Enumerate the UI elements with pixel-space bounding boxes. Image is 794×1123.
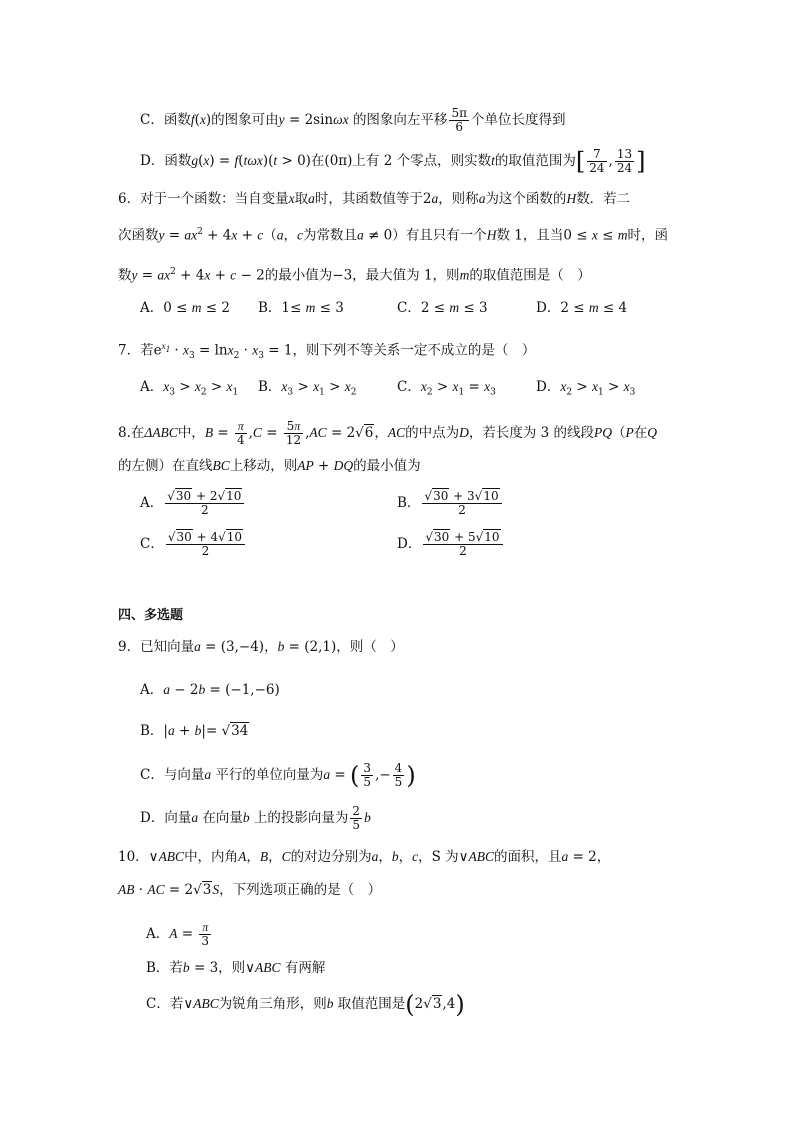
q8-option-a: A． $\frac{√30 + 2√10}{2}$ bbox=[140, 490, 246, 517]
q10-option-a: A．A = $\frac{\pi}{3}$ bbox=[146, 920, 210, 948]
q9-option-b: B．|a + b|= √34 bbox=[140, 723, 249, 739]
q5-option-d: D．函数g(x) = f(tωx)(t > 0)在(0π)上有 2 个零点，则实数t的取值范围为[ $\frac{7}{24}$ , $\frac{13}{24}$ ] bbox=[140, 147, 646, 176]
q6-option-c: C．2 ≤ m ≤ 3 bbox=[397, 300, 488, 316]
q7-option-c: C．$x_2 > x_1 = x_3$ bbox=[397, 379, 496, 398]
q10-option-b: B．若b = 3，则∨ABC 有两解 bbox=[146, 960, 326, 976]
q10-stem-line1: 10．∨ABC中，内角A，B，C的对边分别为a，b，c，S 为∨ABC的面积，且a = 2， bbox=[118, 849, 611, 865]
q9-option-c: C．与向量a 平行的单位向量为a = ( $\frac{3}{5}$ ,− $\frac{4}{5}$ ) bbox=[140, 761, 416, 790]
q9-stem: 9．已知向量a = (3,−4)，b = (2,1)，则（ ） bbox=[118, 639, 404, 655]
q9-option-d: D．向量a 在向量b 上的投影向量为 $\frac{2}{5}$ b bbox=[140, 804, 371, 832]
q6-option-a: A．0 ≤ m ≤ 2 bbox=[140, 300, 230, 316]
q7-option-b: B．$x_3 > x_1 > x_2$ bbox=[258, 379, 357, 398]
q8-stem-line1: 8.在ΔABC中，B = $\frac{\pi}{4}$ ,C = $\frac{5\pi}{12}$ ,AC = 2√6，AC的中点为D，若长度为 3 的线段PQ（P在Q bbox=[118, 419, 658, 447]
q10-stem-line2: AB · AC = 2√3S，下列选项正确的是（ ） bbox=[118, 882, 382, 898]
q7-stem: 7．若$e^{x_1} \cdot x_3 = \ln x_2 \cdot x_3 = 1$，则下列不等关系一定不成立的是（ ） bbox=[118, 341, 536, 362]
q8-option-c: C． $\frac{√30 + 4√10}{2}$ bbox=[140, 531, 247, 558]
section-heading-multiple-choice: 四、多选题 bbox=[118, 608, 184, 623]
q9-option-a: A．a − 2b = (−1,−6) bbox=[140, 682, 280, 698]
q8-option-d: D． $\frac{√30 + 5√10}{2}$ bbox=[397, 531, 505, 558]
q6-stem-line1: 6．对于一个函数：当自变量x取a时，其函数值等于2a，则称a为这个函数的H数．若二 bbox=[118, 191, 631, 207]
q7-option-d: D．$x_2 > x_1 > x_3$ bbox=[536, 379, 636, 398]
q7-option-a: A．$x_3 > x_2 > x_1$ bbox=[140, 379, 239, 398]
q6-option-d: D．2 ≤ m ≤ 4 bbox=[536, 300, 628, 316]
q10-option-c: C．若∨ABC为锐角三角形，则b 取值范围是(2√3,4) bbox=[146, 990, 465, 1019]
q6-stem-line3: 数$y = ax^2 + 4x + c - 2$的最小值为−3，最大值为 1，则m的取值范围是（ ） bbox=[118, 267, 591, 284]
q8-stem-line2: 的左侧）在直线BC上移动，则AP + DQ的最小值为 bbox=[118, 458, 421, 474]
q8-option-b: B． $\frac{√30 + 3√10}{2}$ bbox=[397, 490, 504, 517]
q6-stem-line2: 次函数$y = ax^2 + 4x + c(a$，c为常数且a ≠ 0）有且只有一个H数 1，且当0 ≤ x ≤ m时，函 bbox=[118, 227, 669, 244]
q5-option-c: C．函数f(x)的图象可由y = 2sinωx 的图象向左平移 $\frac{5\pi}{6}$ 个单位长度得到 bbox=[140, 106, 566, 134]
q6-option-b: B．1≤ m ≤ 3 bbox=[258, 300, 344, 316]
